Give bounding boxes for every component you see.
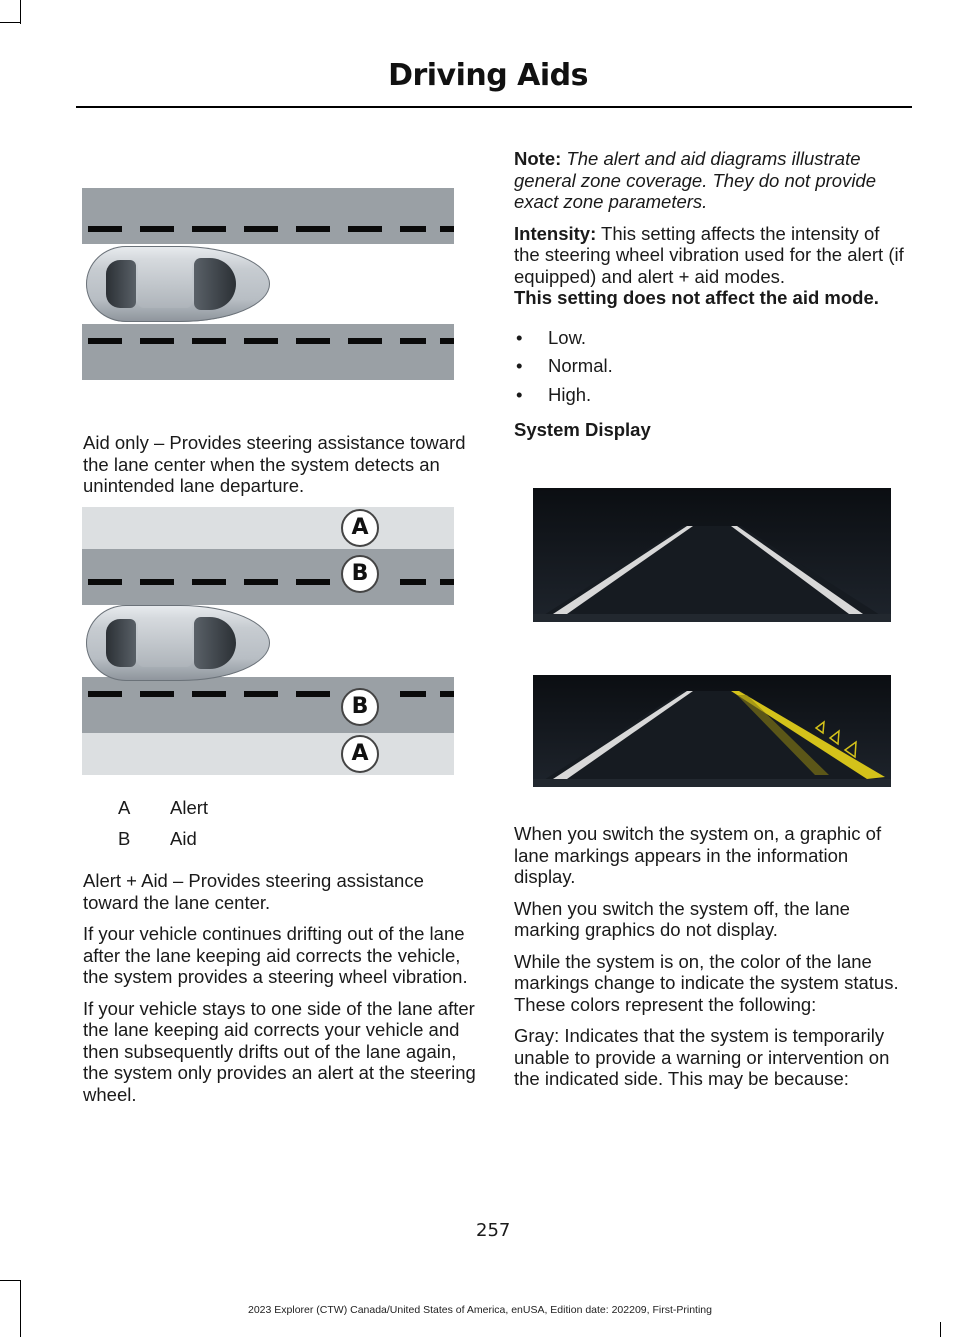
vehicle-top-view xyxy=(86,605,270,681)
lane-dash xyxy=(296,226,330,232)
gray-paragraph: Gray: Indicates that the system is temporarily unable to provide a warning or intervention on the indicated side. This may be because: xyxy=(514,1025,890,1089)
intensity-bold-text: This setting does not affect the aid mode. xyxy=(514,287,879,308)
intensity-bold-paragraph xyxy=(514,287,909,309)
lane-dash xyxy=(192,691,226,697)
bullet-glyph: • xyxy=(516,355,523,376)
crop-mark-bottom-right-v xyxy=(940,1322,941,1337)
lane-dash xyxy=(244,579,278,585)
crop-mark-top-left-h xyxy=(0,22,20,23)
windshield xyxy=(194,258,236,310)
right-upper-text xyxy=(514,148,909,451)
bullet-glyph: • xyxy=(516,326,523,348)
lane-dash xyxy=(140,691,174,697)
road-band-top xyxy=(82,188,454,244)
aid-only-paragraph: Aid only – Provides steering assistance toward the lane center when the system detects an unintended lane departure. xyxy=(83,432,466,496)
lane-dash xyxy=(88,226,122,232)
lane-dash xyxy=(348,338,382,344)
lane-dash xyxy=(400,691,426,697)
crop-mark-top-left-v xyxy=(20,0,21,24)
lane-dash xyxy=(140,338,174,344)
right-lower-text xyxy=(514,823,909,1100)
note-label: Note: xyxy=(514,148,562,169)
list-item xyxy=(514,327,909,349)
legend-key: B xyxy=(118,828,131,849)
roof xyxy=(138,260,192,308)
zone-aid-bottom xyxy=(82,677,454,733)
note-text: The alert and aid diagrams illustrate general zone coverage. They do not provide exact zone parameters. xyxy=(514,148,877,212)
lane-dash xyxy=(296,338,330,344)
lane-dash xyxy=(348,226,382,232)
list-item xyxy=(514,384,909,406)
lane-dash xyxy=(400,226,426,232)
lane-dash xyxy=(88,338,122,344)
lane-dash xyxy=(192,226,226,232)
zone-alert-top xyxy=(82,507,454,549)
lane-dash xyxy=(400,579,426,585)
note-paragraph xyxy=(514,148,909,213)
list-item-text: Normal. xyxy=(548,355,613,376)
list-item-text: Low. xyxy=(548,326,587,348)
header-divider xyxy=(76,106,912,108)
crop-mark-bottom-left-h xyxy=(0,1280,20,1281)
lane-dash xyxy=(296,579,330,585)
legend-value: Alert xyxy=(170,797,209,818)
lane-dash xyxy=(140,226,174,232)
page-number: 257 xyxy=(476,1220,511,1241)
intensity-paragraph xyxy=(514,223,909,288)
intensity-text: This setting affects the intensity of the steering wheel vibration used for the alert (if equipped) and alert + aid modes. xyxy=(514,222,904,287)
display-graphic-lane-alert xyxy=(533,675,891,787)
lane-dash xyxy=(192,579,226,585)
switch-on-paragraph: When you switch the system on, a graphic of lane markings appears in the information display. xyxy=(514,823,882,887)
display-graphic-lanes-on xyxy=(533,488,891,622)
zone-aid-top xyxy=(82,549,454,605)
lane-dash xyxy=(440,691,454,697)
color-paragraph: While the system is on, the color of the lane markings change to indicate the system status. These colors represent the following: xyxy=(514,950,899,1015)
zone-label-alert-top: A xyxy=(341,509,379,547)
windshield xyxy=(194,617,236,669)
zone-label-aid-bottom: B xyxy=(341,688,379,726)
rear-window xyxy=(106,619,136,667)
roof xyxy=(138,619,192,667)
intensity-options-list xyxy=(514,327,909,406)
lane-dash xyxy=(88,691,122,697)
lane-dash xyxy=(440,226,454,232)
aid-only-paragraph-block xyxy=(83,432,478,507)
zone-label-alert-bottom: A xyxy=(341,735,379,773)
intensity-label: Intensity: xyxy=(514,222,597,244)
road-band-bottom xyxy=(82,324,454,380)
lane-dash xyxy=(440,579,454,585)
page-title: Driving Aids xyxy=(388,58,588,93)
legend-key: A xyxy=(118,797,131,818)
zone-alert-bottom xyxy=(82,733,454,775)
lane-graphic xyxy=(533,488,891,622)
rear-window xyxy=(106,260,136,308)
section-heading-text: System Display xyxy=(514,419,651,440)
lane-dash xyxy=(244,226,278,232)
page-footer: 2023 Explorer (CTW) Canada/United States of America, enUSA, Edition date: 202209, First-Printing xyxy=(248,1304,712,1316)
lane-dash xyxy=(88,579,122,585)
lane-dash xyxy=(244,691,278,697)
figure-lane-aid-only xyxy=(82,188,454,380)
figure-alert-aid-zones xyxy=(82,507,454,775)
stays-paragraph: If your vehicle stays to one side of the lane after the lane keeping aid corrects your vehicle and then subsequently drifts out of the lane again, the system only provides an alert at the steering wheel. xyxy=(83,997,476,1105)
list-item xyxy=(514,355,909,377)
switch-off-paragraph: When you switch the system off, the lane marking graphics do not display. xyxy=(514,897,850,940)
vehicle-top-view xyxy=(86,246,270,322)
zone-label-aid-top: B xyxy=(341,555,379,593)
lane-dash xyxy=(440,338,454,344)
lane-graphic-alert xyxy=(533,675,891,787)
bullet-glyph: • xyxy=(516,383,523,405)
lane-dash xyxy=(140,579,174,585)
left-lower-text xyxy=(83,870,478,1115)
legend-value: Aid xyxy=(170,828,197,849)
lane-dash xyxy=(244,338,278,344)
system-display-heading xyxy=(514,419,909,441)
alert-aid-paragraph: Alert + Aid – Provides steering assistance toward the lane center. xyxy=(83,870,424,913)
list-item-text: High. xyxy=(548,383,592,405)
drift-paragraph: If your vehicle continues drifting out of the lane after the lane keeping aid corrects the vehicle, the system provides a steering wheel vibration. xyxy=(83,923,468,987)
lane-dash xyxy=(192,338,226,344)
lane-dash xyxy=(400,338,426,344)
lane-dash xyxy=(296,691,330,697)
